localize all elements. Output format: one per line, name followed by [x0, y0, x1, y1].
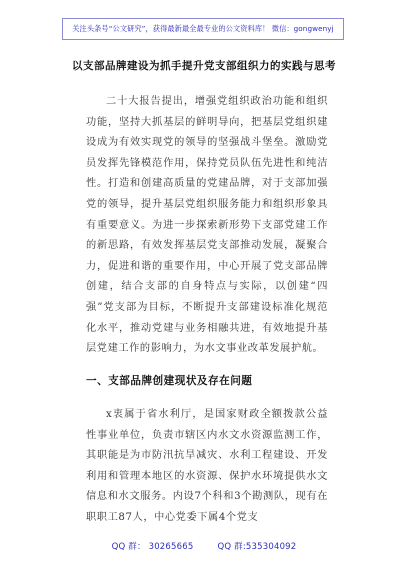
header-banner-text: 关注头条号“公文研究”，获得最新最全最专业的公文资料库！ 微信：gongwenyj	[72, 24, 334, 33]
header-banner	[62, 18, 344, 40]
document-title: 以支部品牌建设为抓手提升党支部组织力的实践与思考	[72, 60, 336, 72]
section-paragraph: x衷属于省水利厅，是国家财政全额拨款公益性事业单位，负责市辖区内水文水资源监测工作，其职能是为市防汛抗旱减灾、水利工程建设、开发利用和管理本地区的水资源、保护水环境提供水文信息和水文服务。内设7个科和3个勘测队，现有在职职工87人，中心党委下属4个党支	[86, 409, 328, 523]
footer-qq-group-1: QQ 群： 30265665	[111, 542, 194, 552]
footer	[0, 540, 408, 558]
footer-qq-group-2: QQ 群:535304092	[217, 542, 297, 552]
section-heading: 一、支部品牌创建现状及存在问题	[86, 375, 253, 387]
intro-paragraph: 二十大报告提出，增强党组织政治功能和组织功能，坚持大抓基层的鲜明导向，把基层党组织建设成为有效实现党的领导的坚强战斗堡垒。激励党员发挥先锋模范作用，保持党员队伍先进性和纯洁性。打造和创建高质量的党建品牌，对于支部加强党的领导，提升基层党组织服务能力和组织形象具有重要意义。为进一步探索新形势下支部党建工作的新思路，有效发挥基层党支部推动发展，凝聚合力，促进和谐的重要作用，中心开展了党支部品牌创建，结合支部的自身特点与实际，以创建“四强”党支部为目标，不断提升支部建设标准化规范化水平，推动党建与业务相融共进，有效地提升基层党建工作的影响力，为水文事业改革发展护航。	[86, 96, 328, 355]
